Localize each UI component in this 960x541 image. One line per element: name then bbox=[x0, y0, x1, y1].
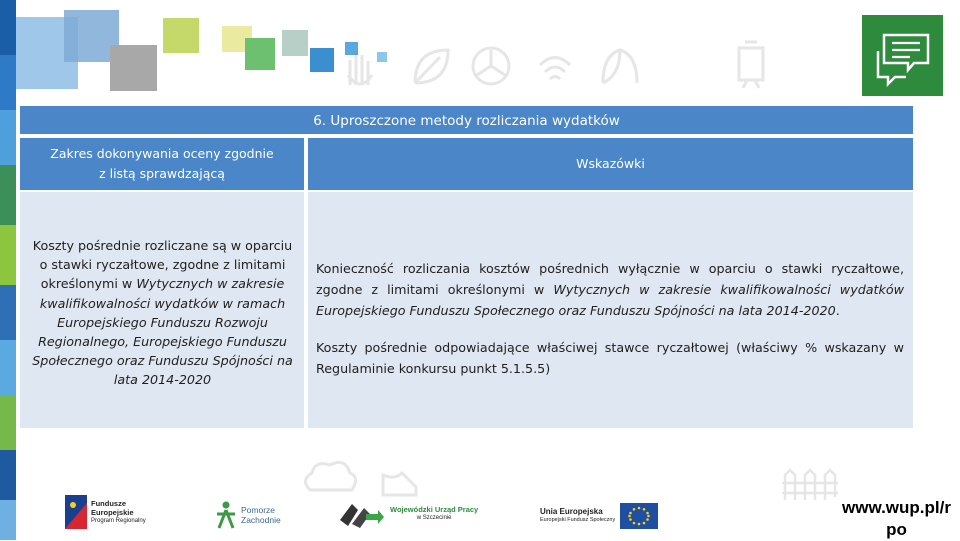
hint-1-end: . bbox=[835, 303, 840, 318]
hints-text bbox=[316, 258, 904, 395]
tram-icon bbox=[735, 40, 767, 90]
pomorze-line1: Pomorze bbox=[241, 505, 276, 515]
url-line2: po bbox=[886, 520, 907, 539]
leaf-icon bbox=[410, 45, 450, 87]
hint-1-italic: Wytycznych w zakresie kwalifikowalności wydatków Europejskiego Funduszu Społecznego oraz Funduszu Spójności na lata 2014-2020 bbox=[316, 282, 904, 318]
ue-line2: Europejski Fundusz Społeczny bbox=[540, 517, 616, 523]
scope-text-italic: Wytycznych w zakresie kwalifikowalności wydatków w ramach Europejskiego Funduszu Rozwoju Regionalnego, Europejskiego Funduszu Społecznego oraz Funduszu Spójności na lata 2014-2020 bbox=[32, 276, 293, 388]
column-header-scope-line1: Zakres dokonywania oceny zgodnie bbox=[50, 146, 274, 161]
column-header-hints: Wskazówki bbox=[308, 138, 913, 190]
logo-fundusze-europejskie bbox=[65, 495, 146, 529]
hint-1-b: kosztów pośrednich wyłącznie w oparciu o stawki ryczałtowe bbox=[479, 261, 900, 276]
cell-scope bbox=[20, 192, 304, 428]
leaves-icon bbox=[598, 45, 642, 87]
fence-icon bbox=[780, 465, 840, 503]
shoe-icon bbox=[380, 465, 420, 500]
fe-flag-icon bbox=[65, 495, 87, 529]
windmill-icon bbox=[470, 45, 512, 87]
hand-icon bbox=[340, 45, 380, 90]
column-header-scope bbox=[20, 138, 304, 190]
pomorze-figure-icon bbox=[215, 500, 237, 530]
url-line1: www.wup.pl/r bbox=[842, 498, 951, 517]
hint-1-a: Konieczność rozliczania bbox=[316, 261, 480, 276]
chat-icon bbox=[862, 15, 943, 96]
logo-wup-szczecin bbox=[338, 500, 478, 528]
table-title: 6. Uproszczone metody rozliczania wydatków bbox=[20, 106, 913, 134]
wifi-icon bbox=[535, 45, 575, 87]
scope-text-regular: Koszty pośrednie rozliczane są w oparciu o stawki ryczałtowe, zgodne z limitami określonymi w bbox=[32, 238, 293, 292]
checklist-table bbox=[20, 106, 913, 428]
wup-emblem-icon bbox=[338, 500, 384, 528]
hint-paragraph-1 bbox=[316, 258, 904, 321]
cell-hints bbox=[308, 192, 913, 428]
website-url[interactable] bbox=[833, 497, 960, 540]
logo-unia-europejska bbox=[540, 503, 658, 529]
fe-line3: Program Regionalny bbox=[91, 517, 146, 524]
side-color-strip bbox=[0, 0, 16, 540]
pomorze-line2: Zachodnie bbox=[241, 515, 281, 525]
fe-line2: Europejskie bbox=[91, 507, 134, 517]
hint-paragraph-2: Koszty pośrednie odpowiadające właściwej stawce ryczałtowej (właściwy % wskazany w Regulaminie konkursu punkt 5.1.5.5) bbox=[316, 340, 904, 376]
scope-text bbox=[20, 236, 305, 390]
wup-line2: w Szczecinie bbox=[416, 515, 452, 521]
ue-line1: Unia Europejska bbox=[540, 507, 603, 516]
hint-1-c: , zgodne z limitami określonymi w bbox=[316, 261, 905, 297]
cloud-icon bbox=[300, 455, 360, 495]
wup-line1: Wojewódzki Urząd Pracy bbox=[390, 505, 479, 514]
column-header-scope-line2: z listą sprawdzającą bbox=[99, 166, 225, 181]
fe-line1: Fundusze bbox=[91, 498, 126, 508]
logo-pomorze-zachodnie bbox=[215, 500, 281, 530]
eu-flag-icon bbox=[620, 503, 658, 529]
